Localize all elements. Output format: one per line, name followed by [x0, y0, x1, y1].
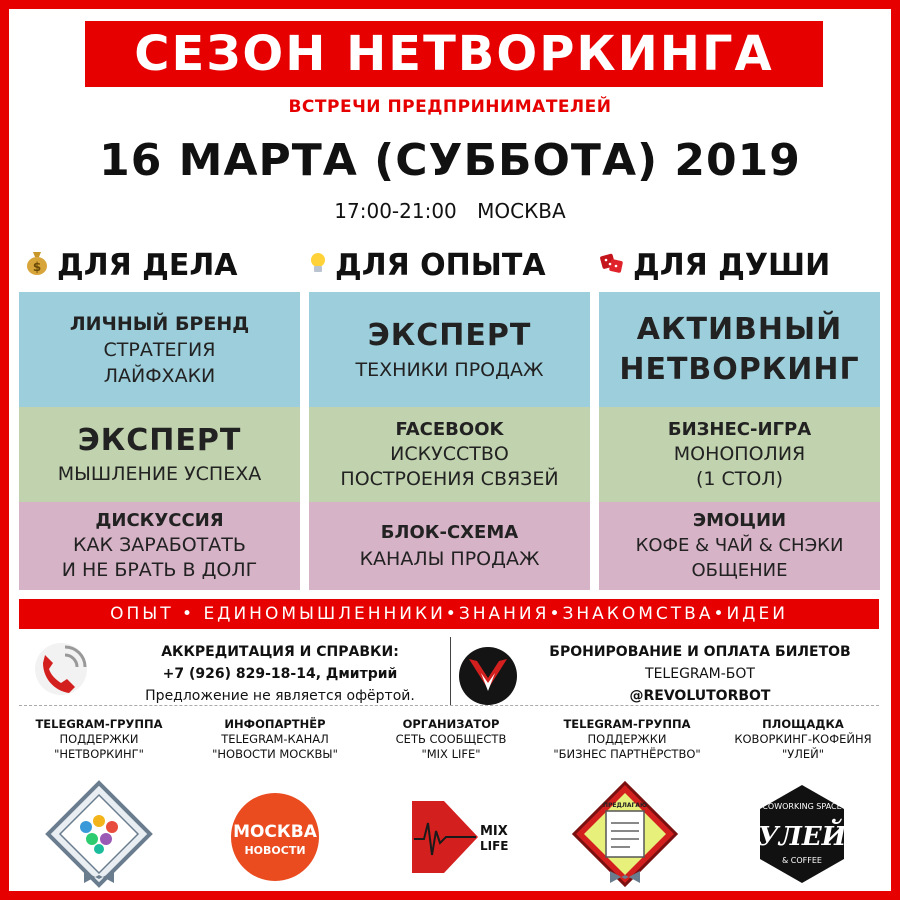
event-city: МОСКВА: [477, 199, 566, 223]
column-business: [19, 292, 300, 590]
block-business-game: БИЗНЕС-ИГРА МОНОПОЛИЯ (1 СТОЛ): [599, 407, 880, 502]
booking-bot-handle[interactable]: @REVOLUTORBOT: [629, 688, 771, 704]
column-soul: [599, 292, 880, 590]
dice-icon: [599, 248, 625, 283]
moscow-news-logo: [220, 779, 330, 889]
uley-top-text: COWORKING SPACE: [762, 802, 842, 811]
column-experience: [309, 292, 590, 590]
values-bar: ОПЫТ • ЕДИНОМЫШЛЕННИКИ•ЗНАНИЯ•ЗНАКОМСТВА•ИДЕИ: [19, 599, 879, 629]
uley-main-text: УЛЕЙ: [757, 822, 847, 852]
event-date: 16 МАРТА (СУББОТА) 2019: [99, 135, 801, 186]
time-place: [9, 199, 891, 223]
accreditation-title: АККРЕДИТАЦИЯ И СПРАВКИ:: [161, 644, 399, 660]
booking-info: [525, 641, 875, 707]
partner-business-group: TELEGRAM-ГРУППА ПОДДЕРЖКИ "БИЗНЕС ПАРТНЁРСТВО": [553, 717, 701, 761]
partner-venue-uley: ПЛОЩАДКА КОВОРКИНГ-КОФЕЙНЯ "УЛЕЙ": [734, 717, 872, 761]
column-heading-experience: [309, 245, 546, 285]
contact-phone[interactable]: +7 (926) 829-18-14, Дмитрий: [162, 666, 398, 682]
block-expert-mindset: ЭКСПЕРТ МЫШЛЕНИЕ УСПЕХА: [19, 407, 300, 502]
mix-life-logo: [406, 779, 516, 889]
networking-group-logo: [44, 779, 154, 889]
mix-logo-line2: LIFE: [480, 839, 509, 853]
partner-mix-life: ОРГАНИЗАТОР СЕТЬ СООБЩЕСТВ "MIX LIFE": [395, 717, 507, 761]
block-facebook: FACEBOOK ИСКУССТВО ПОСТРОЕНИЯ СВЯЗЕЙ: [309, 407, 590, 502]
partners-divider: [19, 705, 879, 706]
contact-divider: [450, 637, 451, 705]
subtitle: ВСТРЕЧИ ПРЕДПРИНИМАТЕЛЕЙ: [288, 97, 612, 117]
column-heading-label: ДЛЯ ОПЫТА: [335, 247, 546, 283]
moscow-logo-line1: МОСКВА: [233, 822, 317, 842]
predlagau-label: ПРЕДЛАГАЮ: [603, 802, 647, 809]
uley-logo: [747, 779, 857, 889]
poster-title: СЕЗОН НЕТВОРКИНГА: [134, 26, 774, 82]
booking-title: БРОНИРОВАНИЕ И ОПЛАТА БИЛЕТОВ: [549, 644, 851, 660]
moscow-logo-line2: НОВОСТИ: [244, 844, 306, 857]
block-expert-sales: ЭКСПЕРТ ТЕХНИКИ ПРОДАЖ: [309, 292, 590, 407]
partner-networking-group: TELEGRAM-ГРУППА ПОДДЕРЖКИ "НЕТВОРКИНГ": [35, 717, 163, 761]
title-banner: [85, 21, 823, 87]
business-group-logo: [570, 779, 680, 889]
block-flowchart: БЛОК-СХЕМА КАНАЛЫ ПРОДАЖ: [309, 502, 590, 590]
booking-channel: TELEGRAM-БОТ: [645, 666, 755, 682]
column-heading-label: ДЛЯ ДУШИ: [633, 247, 831, 283]
column-heading-label: ДЛЯ ДЕЛА: [57, 247, 238, 283]
mix-logo-line1: MIX: [480, 824, 508, 839]
light-bulb-icon: [309, 248, 327, 283]
svg-text:$: $: [32, 259, 42, 274]
partner-moscow-news: ИНФОПАРТНЁР TELEGRAM-КАНАЛ "НОВОСТИ МОСКВЫ": [212, 717, 338, 761]
block-discussion: ДИСКУССИЯ КАК ЗАРАБОТАТЬ И НЕ БРАТЬ В ДОЛГ: [19, 502, 300, 590]
column-heading-business: [25, 245, 238, 285]
block-active-networking: АКТИВНЫЙ НЕТВОРКИНГ: [599, 292, 880, 407]
bot-logo-icon: [457, 645, 519, 707]
uley-bottom-text: & COFFEE: [782, 856, 822, 865]
accreditation-info: [117, 641, 443, 707]
offer-disclaimer: Предложение не является офёртой.: [145, 688, 415, 704]
block-brand: ЛИЧНЫЙ БРЕНД СТРАТЕГИЯ ЛАЙФХАКИ: [19, 292, 300, 407]
event-time: 17:00-21:00: [334, 199, 457, 223]
column-heading-soul: [599, 245, 830, 285]
phone-icon: [25, 641, 91, 701]
block-emotions: ЭМОЦИИ КОФЕ & ЧАЙ & СНЭКИ ОБЩЕНИЕ: [599, 502, 880, 590]
money-bag-icon: [25, 248, 49, 283]
